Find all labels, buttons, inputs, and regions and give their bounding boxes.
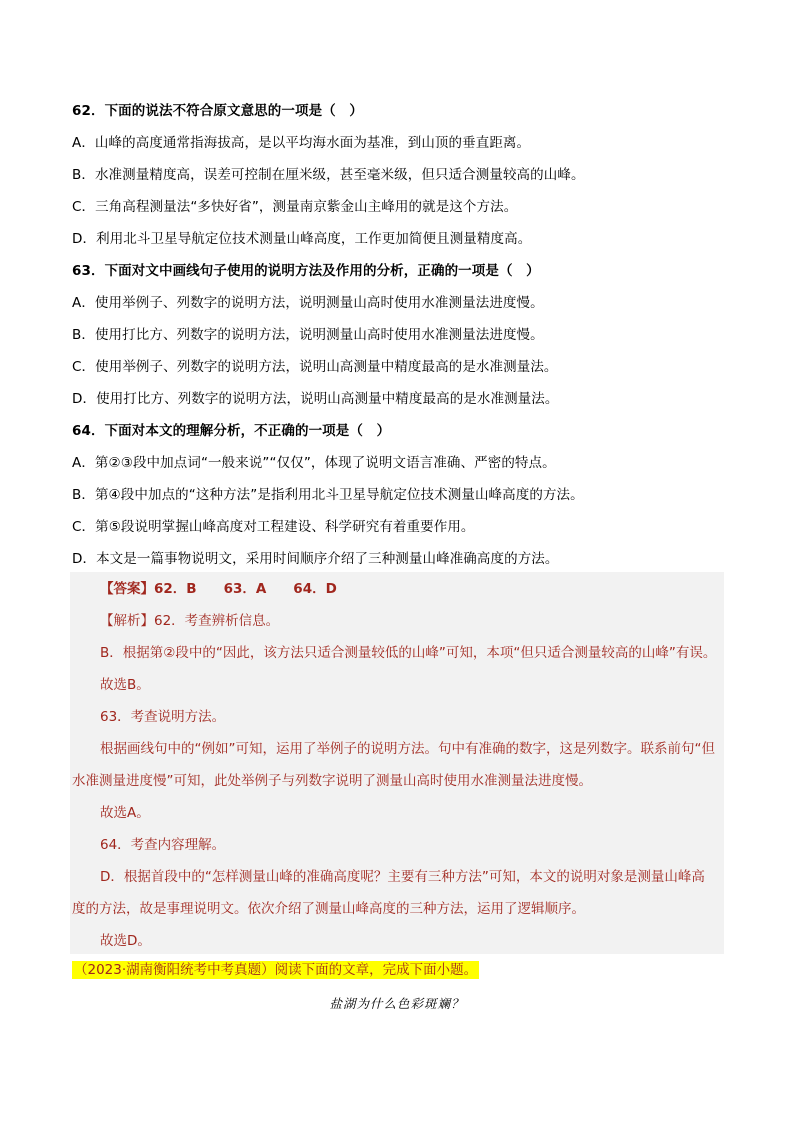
q64-head: 64．考查内容理解。 — [100, 837, 226, 853]
question-64-option-a: A．第②③段中加点词“一般来说”“仅仅”，体现了说明文语言准确、严密的特点。 — [72, 455, 556, 471]
q64-choice: 故选D。 — [100, 933, 151, 949]
question-63-option-b: B．使用打比方、列数字的说明方法，说明测量山高时使用水准测量法进度慢。 — [72, 327, 544, 343]
question-64-stem: 64．下面对本文的理解分析，不正确的一项是（ ） — [72, 423, 391, 439]
question-62-stem: 62．下面的说法不符合原文意思的一项是（ ） — [72, 103, 363, 119]
question-62-option-a: A．山峰的高度通常指海拔高，是以平均海水面为基准，到山顶的垂直距离。 — [72, 135, 531, 151]
question-64-option-c: C．第⑤段说明掌握山峰高度对工程建设、科学研究有着重要作用。 — [72, 519, 475, 535]
q63-detail-1: 根据画线句中的“例如”可知，运用了举例子的说明方法。句中有准确的数字，这是列数字。联系前句“但 — [100, 741, 715, 757]
q63-choice: 故选A。 — [100, 805, 150, 821]
question-63-option-d: D．使用打比方、列数字的说明方法，说明山高测量中精度最高的是水准测量法。 — [72, 391, 559, 407]
q64-detail-1: D．根据首段中的“怎样测量山峰的准确高度呢？主要有三种方法”可知，本文的说明对象是测量山峰高 — [100, 869, 705, 885]
q63-head: 63．考查说明方法。 — [100, 709, 226, 725]
question-64-option-d: D．本文是一篇事物说明文，采用时间顺序介绍了三种测量山峰准确高度的方法。 — [72, 551, 559, 567]
question-62-option-c: C．三角高程测量法“多快好省”，测量南京紫金山主峰用的就是这个方法。 — [72, 199, 518, 215]
question-62-option-d: D．利用北斗卫星导航定位技术测量山峰高度，工作更加简便且测量精度高。 — [72, 231, 532, 247]
q63-detail-2: 水准测量进度慢”可知，此处举例子与列数字说明了测量山高时使用水准测量法进度慢。 — [72, 773, 592, 789]
question-63-option-a: A．使用举例子、列数字的说明方法，说明测量山高时使用水准测量法进度慢。 — [72, 295, 544, 311]
q64-detail-2: 度的方法，故是事理说明文。依次介绍了测量山峰高度的三种方法，运用了逻辑顺序。 — [72, 901, 585, 917]
answer-line: 【答案】62．B 63．A 64．D — [100, 581, 337, 597]
q62-choice: 故选B。 — [100, 677, 150, 693]
q62-detail: B．根据第②段中的“因此，该方法只适合测量较低的山峰”可知，本项“但只适合测量较高的山峰”有误。 — [100, 645, 717, 661]
question-63-stem: 63．下面对文中画线句子使用的说明方法及作用的分析，正确的一项是（ ） — [72, 263, 540, 279]
source-tag: （2023·湖南衡阳统考中考真题）阅读下面的文章，完成下面小题。 — [74, 962, 478, 978]
question-62-option-b: B．水准测量精度高，误差可控制在厘米级，甚至毫米级，但只适合测量较高的山峰。 — [72, 167, 585, 183]
essay-title: 盐湖为什么色彩斑斓？ — [329, 996, 465, 1011]
analysis-line: 【解析】62．考查辨析信息。 — [100, 613, 280, 629]
question-63-option-c: C．使用举例子、列数字的说明方法，说明山高测量中精度最高的是水准测量法。 — [72, 359, 558, 375]
question-64-option-b: B．第④段中加点的“这种方法”是指利用北斗卫星导航定位技术测量山峰高度的方法。 — [72, 487, 584, 503]
